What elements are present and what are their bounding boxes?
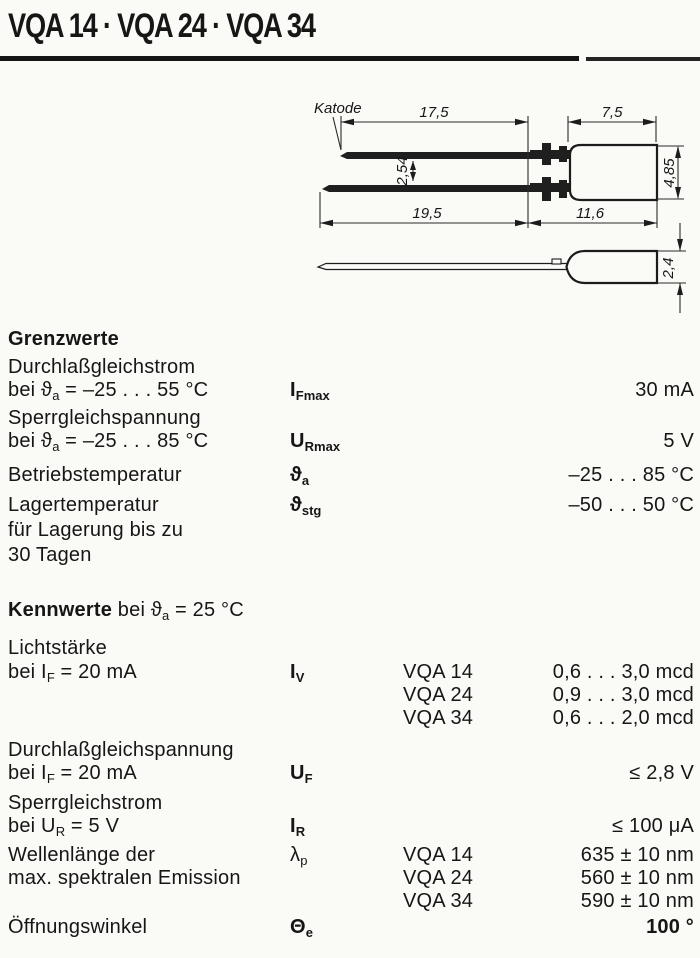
- condition-text: = 5 V: [65, 815, 120, 837]
- symbol-theta-a: [290, 464, 309, 492]
- katode-label: Katode: [314, 100, 362, 117]
- param-label: Betriebstemperatur: [8, 464, 182, 486]
- symbol-iv: [290, 661, 304, 689]
- value-wavelength: 635 ± 10 nm: [580, 844, 694, 866]
- symbol-subscript: stg: [301, 503, 322, 518]
- grenzwerte-heading: Grenzwerte: [8, 328, 119, 350]
- condition-subscript: a: [52, 439, 60, 454]
- symbol-uf: [290, 762, 313, 790]
- symbol-subscript: R: [295, 824, 306, 839]
- condition-text: bei U: [8, 815, 56, 837]
- value-luminous-intensity: 0,6 . . . 3,0 mcd: [552, 661, 694, 683]
- kennwerte-heading: [8, 599, 244, 627]
- symbol-subscript: F: [304, 771, 313, 786]
- model-name: VQA 24: [403, 684, 474, 706]
- title-rule-segment: [586, 57, 700, 61]
- model-name: VQA 34: [403, 890, 474, 912]
- value-forward-voltage: ≤ 2,8 V: [629, 762, 694, 784]
- symbol-theta-e: [290, 916, 313, 944]
- param-label: Sperrgleichstrom: [8, 792, 163, 814]
- heading-text: = 25 °C: [169, 599, 244, 621]
- heading-bold: Kennwerte: [8, 599, 113, 621]
- symbol-base: I: [290, 661, 296, 683]
- side-view: [318, 251, 657, 283]
- value-reverse-current: ≤ 100 μA: [612, 815, 694, 837]
- value-luminous-intensity: 0,6 . . . 2,0 mcd: [552, 707, 694, 729]
- value-storage-temp: –50 . . . 50 °C: [568, 494, 694, 516]
- param-condition: [8, 815, 119, 843]
- dim-body-thickness: 2,4: [660, 257, 677, 279]
- value-wavelength: 560 ± 10 nm: [580, 867, 694, 889]
- symbol-base: λ: [290, 844, 301, 866]
- condition-text: bei ϑ: [8, 379, 53, 401]
- condition-text: = –25 . . . 55 °C: [59, 379, 209, 401]
- package-dimension-drawing: [300, 85, 700, 320]
- value-luminous-intensity: 0,9 . . . 3,0 mcd: [552, 684, 694, 706]
- symbol-subscript: e: [305, 925, 313, 940]
- condition-text: bei I: [8, 661, 47, 683]
- model-name: VQA 24: [403, 867, 474, 889]
- value-urmax: 5 V: [663, 430, 694, 452]
- param-condition: [8, 430, 208, 458]
- condition-text: bei I: [8, 762, 47, 784]
- dim-body-dia: 4,85: [661, 158, 678, 188]
- dim-lead-top: 17,5: [419, 104, 449, 121]
- heading-subscript: a: [162, 608, 170, 623]
- symbol-ir: [290, 815, 305, 843]
- dim-body-len-bottom: 11,6: [575, 205, 605, 222]
- value-viewing-angle: 100 °: [646, 916, 694, 938]
- condition-text: = –25 . . . 85 °C: [59, 430, 209, 452]
- symbol-urmax: [290, 430, 340, 458]
- symbol-base: U: [290, 430, 305, 452]
- condition-subscript: F: [46, 771, 55, 786]
- symbol-subscript: p: [300, 853, 308, 868]
- model-name: VQA 14: [403, 661, 474, 683]
- param-label: Lichtstärke: [8, 637, 107, 659]
- led-body-top-view: [570, 145, 657, 200]
- param-label-continued: max. spektralen Emission: [8, 867, 241, 889]
- dim-body-len-top: 7,5: [601, 104, 623, 121]
- condition-subscript: R: [55, 824, 66, 839]
- symbol-ifmax: [290, 379, 330, 407]
- symbol-subscript: Rmax: [304, 439, 341, 454]
- symbol-subscript: a: [301, 473, 310, 488]
- symbol-base: I: [290, 815, 296, 837]
- symbol-lambda-p: [290, 844, 307, 872]
- value-wavelength: 590 ± 10 nm: [580, 890, 694, 912]
- param-label: Durchlaßgleichspannung: [8, 739, 234, 761]
- param-label: Lagertemperatur: [8, 494, 159, 516]
- value-operating-temp: –25 . . . 85 °C: [568, 464, 694, 486]
- param-condition: [8, 661, 137, 689]
- dim-pitch: 2,54: [394, 156, 411, 186]
- symbol-base: Θ: [290, 916, 306, 938]
- param-label: Wellenlänge der: [8, 844, 156, 866]
- symbol-base: ϑ: [290, 464, 302, 486]
- param-label-continued: für Lagerung bis zu: [8, 519, 184, 541]
- condition-subscript: F: [46, 670, 55, 685]
- condition-subscript: a: [52, 388, 60, 403]
- model-name: VQA 14: [403, 844, 474, 866]
- page-title: VQA 14 · VQA 24 · VQA 34: [8, 7, 315, 45]
- param-label-continued: 30 Tagen: [8, 544, 92, 566]
- dim-lead-bottom: 19,5: [412, 205, 442, 222]
- param-label: Durchlaßgleichstrom: [8, 356, 196, 378]
- symbol-theta-stg: [290, 494, 321, 522]
- symbol-subscript: V: [295, 670, 305, 685]
- top-view-leads: [322, 143, 570, 201]
- value-ifmax: 30 mA: [635, 379, 694, 401]
- param-condition: [8, 379, 208, 407]
- model-name: VQA 34: [403, 707, 474, 729]
- condition-text: = 20 mA: [54, 661, 137, 683]
- condition-text: = 20 mA: [54, 762, 137, 784]
- condition-text: bei ϑ: [8, 430, 53, 452]
- symbol-base: ϑ: [290, 494, 302, 516]
- symbol-subscript: Fmax: [295, 388, 330, 403]
- symbol-base: U: [290, 762, 305, 784]
- title-rule: [0, 56, 579, 61]
- param-condition: [8, 762, 137, 790]
- param-label: Öffnungswinkel: [8, 916, 148, 938]
- symbol-base: I: [290, 379, 296, 401]
- param-label: Sperrgleichspannung: [8, 407, 201, 429]
- heading-text: bei ϑ: [112, 599, 162, 621]
